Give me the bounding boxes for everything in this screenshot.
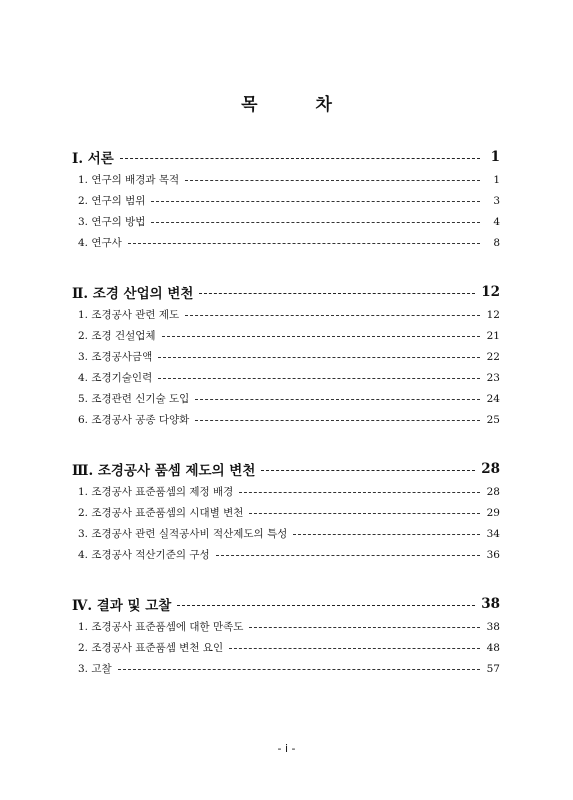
toc-entry[interactable]	[72, 523, 500, 544]
dot-leader	[162, 336, 480, 337]
entry-title: 1. 조경공사 표준품셈에 대한 만족도	[78, 621, 244, 633]
table-of-contents	[72, 145, 500, 706]
toc-entry[interactable]	[72, 325, 500, 346]
entry-title: 1. 연구의 배경과 목적	[78, 174, 180, 186]
entry-page-number: 25	[486, 413, 500, 426]
toc-section	[72, 592, 500, 679]
page-title: 목 차	[241, 95, 358, 115]
toc-section	[72, 457, 500, 565]
section-title: Ⅳ. 결과 및 고찰	[72, 598, 172, 614]
toc-entry[interactable]	[72, 637, 500, 658]
dot-leader	[151, 222, 480, 223]
entry-title: 2. 연구의 범위	[78, 195, 146, 207]
entry-title: 2. 조경공사 표준품셈의 시대별 변천	[78, 507, 244, 519]
entry-title: 4. 조경기술인력	[78, 372, 153, 384]
dot-leader	[199, 293, 475, 294]
section-page-number: 28	[481, 461, 500, 477]
toc-entry[interactable]	[72, 388, 500, 409]
dot-leader	[158, 378, 480, 379]
dot-leader	[120, 158, 480, 159]
entry-page-number: 24	[486, 392, 500, 405]
dot-leader	[195, 399, 480, 400]
entry-title: 3. 조경공사금액	[78, 351, 153, 363]
toc-section-heading[interactable]	[72, 280, 500, 304]
toc-section	[72, 145, 500, 253]
entry-page-number: 8	[493, 236, 500, 249]
section-title: Ⅲ. 조경공사 품셈 제도의 변천	[72, 463, 256, 479]
toc-entry[interactable]	[72, 346, 500, 367]
page-footer-number: - i -	[277, 742, 296, 755]
entry-page-number: 34	[486, 527, 500, 540]
dot-leader	[249, 627, 480, 628]
toc-entry[interactable]	[72, 190, 500, 211]
toc-entry[interactable]	[72, 232, 500, 253]
entry-title: 6. 조경공사 공종 다양화	[78, 414, 190, 426]
entry-title: 5. 조경관련 신기술 도입	[78, 393, 190, 405]
entry-title: 1. 조경공사 관련 제도	[78, 309, 180, 321]
entry-page-number: 1	[493, 173, 500, 186]
toc-entry[interactable]	[72, 658, 500, 679]
toc-entry[interactable]	[72, 169, 500, 190]
entry-page-number: 22	[486, 350, 500, 363]
entry-page-number: 23	[486, 371, 500, 384]
entry-page-number: 3	[493, 194, 500, 207]
dot-leader	[261, 470, 475, 471]
toc-entry[interactable]	[72, 544, 500, 565]
toc-entry[interactable]	[72, 304, 500, 325]
section-title: Ⅰ. 서론	[72, 151, 114, 167]
entry-page-number: 48	[486, 641, 500, 654]
dot-leader	[195, 420, 480, 421]
toc-section-heading[interactable]	[72, 592, 500, 616]
toc-section-heading[interactable]	[72, 457, 500, 481]
entry-title: 4. 연구사	[78, 237, 122, 249]
dot-leader	[185, 180, 480, 181]
entry-title: 3. 고찰	[78, 663, 112, 675]
entry-page-number: 38	[486, 620, 500, 633]
toc-entry[interactable]	[72, 616, 500, 637]
toc-entry[interactable]	[72, 481, 500, 502]
dot-leader	[216, 555, 480, 556]
entry-page-number: 12	[486, 308, 500, 321]
entry-title: 3. 조경공사 관련 실적공사비 적산제도의 특성	[78, 528, 288, 540]
dot-leader	[177, 605, 475, 606]
entry-title: 2. 조경 건설업체	[78, 330, 156, 342]
entry-title: 3. 연구의 방법	[78, 216, 146, 228]
entry-page-number: 21	[486, 329, 500, 342]
dot-leader	[239, 492, 480, 493]
toc-section	[72, 280, 500, 430]
toc-entry[interactable]	[72, 409, 500, 430]
entry-page-number: 29	[486, 506, 500, 519]
dot-leader	[158, 357, 480, 358]
dot-leader	[151, 201, 480, 202]
toc-entry[interactable]	[72, 211, 500, 232]
dot-leader	[128, 243, 480, 244]
section-page-number: 38	[481, 596, 500, 612]
entry-page-number: 57	[486, 662, 500, 675]
dot-leader	[118, 669, 480, 670]
section-title: Ⅱ. 조경 산업의 변천	[72, 286, 194, 302]
entry-title: 2. 조경공사 표준품셈 변천 요인	[78, 642, 224, 654]
dot-leader	[293, 534, 480, 535]
entry-title: 4. 조경공사 적산기준의 구성	[78, 549, 210, 561]
entry-title: 1. 조경공사 표준품셈의 제정 배경	[78, 486, 234, 498]
dot-leader	[229, 648, 480, 649]
dot-leader	[185, 315, 480, 316]
entry-page-number: 28	[486, 485, 500, 498]
toc-section-heading[interactable]	[72, 145, 500, 169]
dot-leader	[249, 513, 480, 514]
entry-page-number: 36	[486, 548, 500, 561]
toc-entry[interactable]	[72, 367, 500, 388]
section-page-number: 1	[490, 149, 500, 165]
entry-page-number: 4	[493, 215, 500, 228]
toc-entry[interactable]	[72, 502, 500, 523]
section-page-number: 12	[481, 284, 500, 300]
